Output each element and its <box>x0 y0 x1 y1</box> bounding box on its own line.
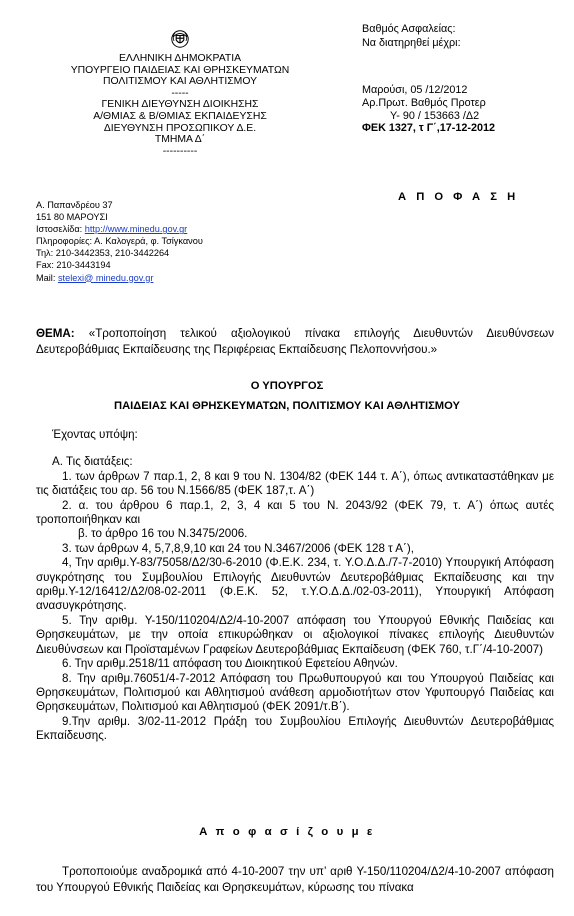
greek-coat-of-arms-icon <box>169 28 191 50</box>
mail-link-domain[interactable]: minedu.gov.gr <box>93 272 154 283</box>
header-line: ΠΟΛΙΤΙΣΜΟΥ ΚΑΙ ΑΘΛΗΤΙΣΜΟΥ <box>102 76 258 88</box>
header-line: ΕΛΛΗΝΙΚΗ ΔΗΜΟΚΡΑΤΙΑ <box>118 53 242 64</box>
header-line: Α/ΘΜΙΑΣ & Β/ΘΜΙΑΣ ΕΚΠΑΙΔΕΥΣΗΣ <box>93 110 267 122</box>
header-line: ΤΜΗΜΑ Δ΄ <box>154 134 206 146</box>
ministry-header <box>40 28 320 157</box>
address: Α. Παπανδρέου 37 <box>36 200 113 210</box>
header-line: ΔΙΕΥΘΥΝΣΗ ΠΡΟΣΩΠΙΚΟΥ Δ.Ε. <box>103 122 257 134</box>
security-level: Βαθμός Ασφαλείας: <box>362 23 456 35</box>
provision-item: 6. Την αριθμ.2518/11 απόφαση του Διοικητικού Εφετείου Αθηνών. <box>62 657 398 671</box>
header-line: ΓΕΝΙΚΗ ΔΙΕΥΘΥΝΣΗ ΔΙΟΙΚΗΣΗΣ <box>101 99 259 111</box>
header-divider: ---------- <box>162 145 198 157</box>
header-divider: ----- <box>171 87 189 99</box>
contact-block <box>36 199 203 284</box>
mail-label: Mail: <box>36 272 58 283</box>
retention-until: Να διατηρηθεί μέχρι: <box>362 36 461 49</box>
website-row <box>36 223 203 235</box>
information-contact: Πληροφορίες: Α. Καλογερά, φ. Τσίγκανου <box>36 236 203 247</box>
protocol-number: Υ- 90 / 153663 /Δ2 <box>390 109 480 122</box>
provisions-label: Α. Τις διατάξεις: <box>52 455 133 469</box>
subject-text: «Τροποποίηση τελικού αξιολογικού πίνακα επιλογής Διευθυντών Διευθύνσεων Δευτεροβάθμιας Εκπαίδευσης της Περιφέρειας Εκπαίδευσης Πελοποννήσου.» <box>36 327 554 356</box>
subject-label: ΘΕΜΑ: <box>36 327 75 340</box>
provision-item: 9.Την αριθμ. 3/02-11-2012 Πράξη του Συμβουλίου Επιλογής Διευθυντών Δευτεροβάθμιας Εκπαίδευσης. <box>36 714 554 743</box>
security-block <box>362 23 461 50</box>
provision-item: β. το άρθρο 16 του Ν.3475/2006. <box>78 527 248 541</box>
ministry-name: ΠΑΙΔΕΙΑΣ ΚΑΙ ΘΡΗΣΚΕΥΜΑΤΩΝ, ΠΟΛΙΤΙΣΜΟΥ ΚΑΙ ΑΘΛΗΤΙΣΜΟΥ <box>114 399 460 412</box>
header-line: ΥΠΟΥΡΓΕΙΟ ΠΑΙΔΕΙΑΣ ΚΑΙ ΘΡΗΣΚΕΥΜΑΤΩΝ <box>70 64 290 76</box>
provision-item: 5. Την αριθμ. Υ-150/110204/Δ2/4-10-2007 απόφαση του Υπουργού Εθνικής Παιδείας και Θρησκευμάτων, με την οποία επικυρώθηκαν οι αξιολογικοί πίνακες επιλογής Διευθυντών Διευθύνσεων και Προϊσταμένων Γραφείων Δευτεροβάθμιας Εκπαίδευση (ΦΕΚ 760, τ.Γ΄/4-10-2007) <box>36 613 554 656</box>
decision-text: Τροποποιούμε αναδρομικά από 4-10-2007 την υπ’ αριθ Υ-150/110204/Δ2/4-10-2007 απόφαση του Υπουργού Εθνικής Παιδείας και Θρησκευμάτων, κύρωσης του πίνακα <box>36 865 554 894</box>
reference-block <box>362 84 495 135</box>
fax: Fax: 210-3443194 <box>36 260 111 271</box>
we-decide-heading: Α π ο φ α σ ί ζ ο υ μ ε <box>199 826 375 838</box>
mail-link-user[interactable]: stelexi@ <box>57 272 94 283</box>
website-label: Ιστοσελίδα: <box>36 224 85 235</box>
decision-title: Α Π Ο Φ Α Σ Η <box>398 191 519 203</box>
mail-row <box>36 272 203 284</box>
provision-item: 4, Την αριθμ.Υ-83/75058/Δ2/30-6-2010 (Φ.Ε.Κ. 234, τ. Υ.Ο.Δ.Δ./7-7-2010) Υπουργική Απόφαση συγκρότησης του Συμβουλίου Επιλογής Διευθυντών Δευτεροβάθμιας Εκπαίδευσης και την αριθμ.Υ-12/16412/Δ2/08-02-2011 (Φ.Ε.Κ. 52, τ.Υ.Ο.Δ.Δ./02-03-2011), Υπουργική Απόφαση ανασυγκρότησης. <box>36 556 554 613</box>
provision-item: 2. α. του άρθρου 6 παρ.1, 2, 3, 4 και 5 του Ν. 2043/92 (ΦΕΚ 79, τ. Α΄) όπως αυτές τροποποιήθηκαν και <box>36 498 554 527</box>
provision-item: 8. Την αριθμ.76051/4-7-2012 Απόφαση του Πρωθυπουργού και του Υπουργού Παιδείας και Θρησκευμάτων, Πολιτισμού και Αθλητισμού ανάθεση αρμοδιοτήτων στον Υφυπουργό Παιδείας και Θρησκευμάτων, Πολιτισμού και Αθλητισμού (ΦΕΚ 2091/τ.Β΄). <box>36 671 554 714</box>
protocol-number-label: Αρ.Πρωτ. Βαθμός Προτερ <box>362 96 486 109</box>
phone: Τηλ: 210-3442353, 210-3442264 <box>36 248 170 259</box>
document-body <box>36 428 554 744</box>
place-date: Μαρούσι, 05 /12/2012 <box>362 84 468 96</box>
provision-item: 3. των άρθρων 4, 5,7,8,9,10 και 24 του Ν.3467/2006 (ΦΕΚ 128 τ Α΄), <box>62 541 414 555</box>
fek-reference: ΦΕΚ 1327, τ Γ΄,17-12-2012 <box>362 122 496 135</box>
considering-label: Έχοντας υπόψη: <box>52 428 138 441</box>
provision-item: 1. των άρθρων 7 παρ.1, 2, 8 και 9 του Ν. 1304/82 (ΦΕΚ 144 τ. Α΄), όπως αντικαταστάθηκαν με τις διατάξεις του αρ. 56 του Ν.1566/85 (ΦΕΚ 187,τ. Α΄) <box>36 469 554 498</box>
website-link[interactable]: http://www.minedu.gov.gr <box>84 224 188 235</box>
subject <box>36 326 554 357</box>
postal-code: 151 80 ΜΑΡΟΥΣΙ <box>36 212 108 223</box>
minister-title: Ο ΥΠΟΥΡΓΟΣ <box>250 380 324 392</box>
minister-heading <box>0 377 574 416</box>
